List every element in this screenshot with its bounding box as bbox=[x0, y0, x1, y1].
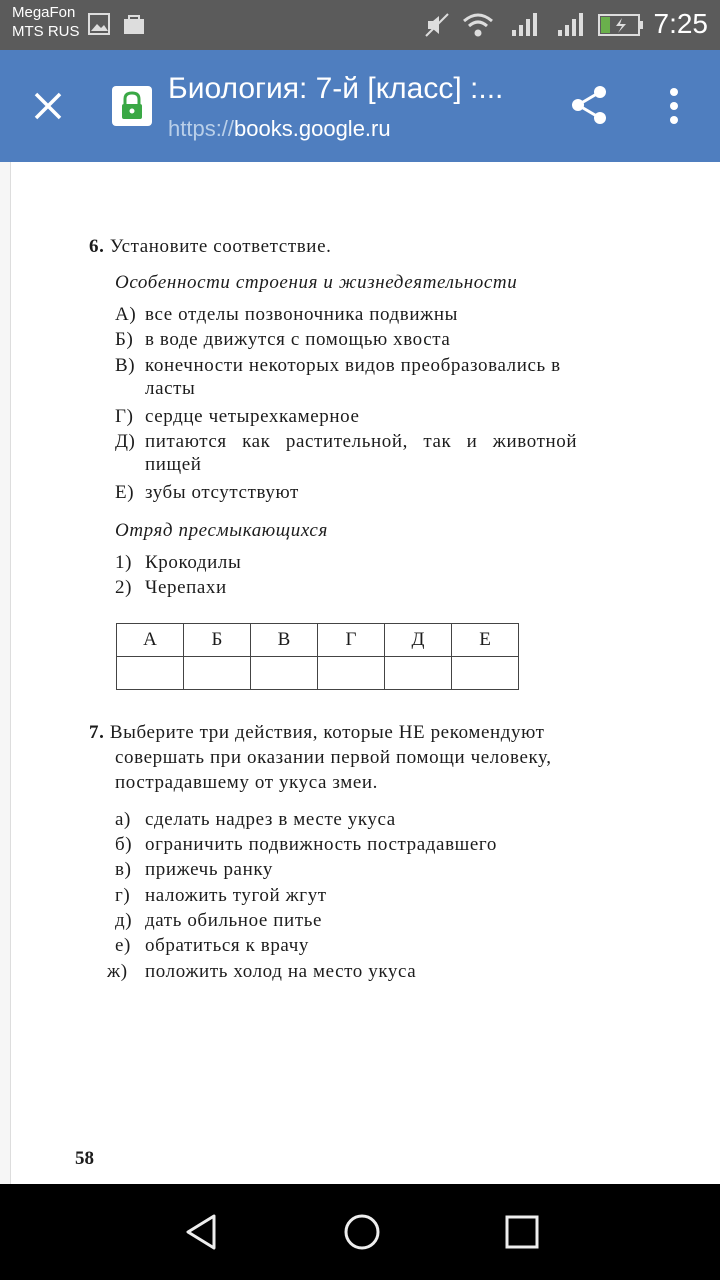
page-number: 58 bbox=[75, 1148, 94, 1169]
clock: 7:25 bbox=[653, 8, 708, 39]
answer-cell bbox=[117, 657, 184, 690]
question-6-text: Установите соответствие. bbox=[109, 236, 332, 257]
option-item: ж) положить холод на место укуса bbox=[107, 961, 417, 982]
muted-icon bbox=[424, 12, 450, 38]
question-6-number: 6. bbox=[89, 236, 105, 257]
feature-item-continuation: пищей bbox=[145, 454, 202, 475]
question-7-number: 7. bbox=[89, 722, 105, 743]
shopping-bag-icon bbox=[122, 12, 146, 36]
recents-icon[interactable] bbox=[502, 1212, 542, 1252]
answer-header-cell: В bbox=[251, 624, 318, 657]
order-heading: Отряд пресмыкающихся bbox=[115, 520, 328, 541]
feature-item: Б) в воде движутся с помощью хвоста bbox=[115, 329, 451, 350]
features-heading: Особенности строения и жизнедеятельности bbox=[115, 272, 518, 293]
answer-header-cell: Г bbox=[318, 624, 385, 657]
answer-table-header bbox=[117, 624, 519, 657]
answer-cell bbox=[318, 657, 385, 690]
close-button[interactable] bbox=[30, 88, 66, 124]
answer-header-cell: А bbox=[117, 624, 184, 657]
secure-lock-badge[interactable] bbox=[112, 86, 152, 126]
order-item: 2) Черепахи bbox=[115, 577, 227, 598]
question-7 bbox=[89, 722, 545, 744]
question-7-line: пострадавшему от укуса змеи. bbox=[115, 772, 378, 793]
share-icon[interactable] bbox=[568, 84, 610, 126]
wifi-icon bbox=[462, 12, 494, 38]
feature-item: А) все отделы позвоночника подвижны bbox=[115, 304, 459, 325]
option-item: а) сделать надрез в месте укуса bbox=[115, 809, 396, 830]
carrier-2: MTS RUS bbox=[12, 23, 80, 40]
carrier-1: MegaFon bbox=[12, 4, 76, 21]
feature-item: Г) сердце четырехкамерное bbox=[115, 406, 360, 427]
signal-icon-1 bbox=[510, 12, 540, 38]
answer-table bbox=[116, 623, 519, 690]
url-host: books.google.ru bbox=[234, 116, 391, 141]
status-bar bbox=[0, 0, 720, 50]
option-item: д) дать обильное питье bbox=[115, 910, 323, 931]
answer-table-row bbox=[117, 657, 519, 690]
answer-cell bbox=[385, 657, 452, 690]
feature-item: В) конечности некоторых видов преобразовались в bbox=[115, 355, 561, 376]
option-item: г) наложить тугой жгут bbox=[115, 885, 327, 906]
order-item: 1) Крокодилы bbox=[115, 552, 242, 573]
feature-item-continuation: ласты bbox=[145, 378, 196, 399]
content-area[interactable] bbox=[0, 162, 720, 1184]
battery-icon bbox=[598, 14, 644, 36]
answer-header-cell: Д bbox=[385, 624, 452, 657]
question-7-line: Выберите три действия, которые НЕ рекомендуют bbox=[109, 722, 545, 743]
book-page bbox=[10, 162, 720, 1184]
navigation-bar bbox=[0, 1184, 720, 1280]
home-icon[interactable] bbox=[342, 1212, 382, 1252]
lock-icon bbox=[112, 86, 152, 126]
more-options-icon[interactable] bbox=[662, 86, 686, 126]
answer-cell bbox=[184, 657, 251, 690]
answer-header-cell: Е bbox=[452, 624, 519, 657]
option-item: в) прижечь ранку bbox=[115, 859, 274, 880]
option-item: е) обратиться к врачу bbox=[115, 935, 309, 956]
signal-icon-2 bbox=[556, 12, 586, 38]
feature-item: Е) зубы отсутствуют bbox=[115, 482, 299, 503]
url-scheme: https:// bbox=[168, 116, 235, 141]
option-item: б) ограничить подвижность пострадавшего bbox=[115, 834, 497, 855]
browser-toolbar bbox=[0, 50, 720, 162]
url-display[interactable] bbox=[168, 116, 391, 142]
feature-item: Д) питаются как растительной, так и животной bbox=[115, 431, 578, 452]
back-icon[interactable] bbox=[182, 1212, 222, 1252]
carrier-info bbox=[12, 3, 80, 41]
answer-cell bbox=[452, 657, 519, 690]
page-title: Биология: 7-й [класс] :... bbox=[168, 72, 504, 105]
question-7-line: совершать при оказании первой помощи человеку, bbox=[115, 747, 552, 768]
image-notification-icon bbox=[88, 13, 110, 35]
question-6 bbox=[89, 236, 331, 258]
answer-header-cell: Б bbox=[184, 624, 251, 657]
answer-cell bbox=[251, 657, 318, 690]
